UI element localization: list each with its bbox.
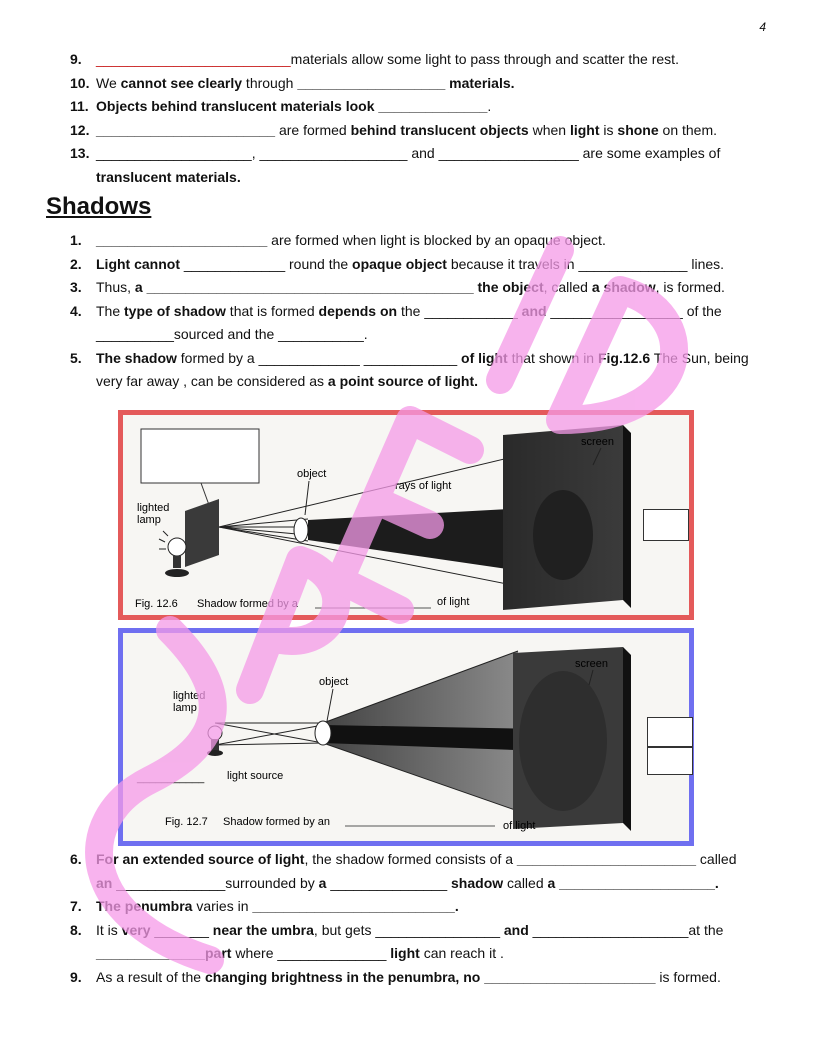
question-text: type of shadow [124,302,226,319]
question-text: _________________ of the __________sourced and the ___________. [96,302,722,342]
question-text: behind translucent objects [350,121,529,138]
question-number: 8. [70,921,82,938]
question-text: , is formed. [655,279,725,295]
object-label: object [319,676,349,688]
question-text: The shadow [96,349,177,366]
caption-text: Shadow formed by an [223,816,331,828]
question-text: light [569,121,600,138]
question-item [70,300,750,347]
figure-12-6-diagram [123,415,689,615]
screen-label: screen [581,436,615,448]
screen-label: screen [575,658,609,670]
caption-number: Fig. 12.6 [135,598,178,610]
lamp-label-2: lamp [137,514,161,526]
question-number: 7. [70,898,82,914]
question-text: , the shadow formed consists of a [304,851,517,867]
question-text: where ______________ [231,945,391,961]
question-text: formed by a _____________ ____________ [176,349,462,366]
question-text: ____________________at the [528,921,724,938]
question-text: of light [461,349,508,366]
shadows-heading: Shadows [46,193,152,220]
question-text: are formed [275,121,351,138]
question-item [70,72,750,96]
question-text: the ____________ [397,302,522,319]
question-text: that shown in [507,349,598,366]
question-item [70,95,750,119]
question-text: depends on [318,302,398,319]
light-source-blank: ___________ [137,772,205,784]
question-text: on them. [658,121,718,138]
question-item [70,347,750,394]
question-item [70,848,750,895]
question-text: a __________________________________________ the object [134,279,544,295]
question-number: 1. [70,232,82,248]
caption-end: of light [503,820,536,832]
answer-box [141,429,259,483]
object-disc [315,721,331,745]
question-number: 10. [70,74,90,91]
lamp-label-2: lamp [173,702,197,714]
question-text: _______________ [326,874,452,891]
question-text: Light cannot [96,255,180,272]
question-text: _________________________ [96,51,291,67]
question-item [70,142,750,189]
question-item [70,229,750,253]
question-text: materials allow some light to pass through and scatter the rest. [290,51,679,67]
question-item [70,253,750,277]
question-text: and [521,302,547,319]
lamp-label-1: lighted [137,502,170,514]
question-number: 13. [70,145,90,161]
question-text: __________________________. [252,898,459,914]
object-disc [294,518,308,542]
question-text: changing brightness in the penumbra, no [204,968,481,985]
question-text: and [503,921,529,938]
lamp-card [185,499,219,567]
question-number: 3. [70,279,82,295]
question-text: an [96,874,113,891]
light-source-label: light source [227,770,284,782]
question-text: _____________ round the [180,255,353,272]
question-number: 2. [70,255,82,272]
question-text: that is formed [225,302,319,319]
question-text: ______________________ [96,232,268,248]
bulb-icon [159,531,189,577]
question-text: _______________________ [96,121,276,138]
question-text: are formed when light is blocked by an opaque object. [267,232,606,248]
question-item [70,895,750,919]
question-number: 5. [70,349,82,366]
umbra-answer-box [643,509,689,541]
question-text: can reach it . [419,945,504,961]
question-text: shadow [451,874,504,891]
question-text: light [390,945,420,961]
page-number: 4 [759,20,766,34]
object-label: object [297,468,327,480]
caption-text: Shadow formed by a [197,598,298,610]
umbra-answer-box [647,717,693,747]
penumbra-answer-box [647,747,693,775]
question-item [70,966,750,990]
question-text: opaque object [352,255,447,272]
question-text: Thus, [96,279,135,295]
question-text: translucent materials. [96,168,241,185]
question-text: Objects behind translucent materials look ______________ [96,98,488,114]
question-text: called [696,851,737,867]
question-text: , but gets ________________ [313,921,504,938]
question-text: _______________________ [516,851,697,867]
question-text: _______ [150,921,213,938]
bulb-icon [207,726,223,756]
question-text: very [121,921,151,938]
question-text: As a result of the [96,968,205,985]
question-text: It is [96,921,122,938]
question-number: 9. [70,968,82,985]
question-text: a [318,874,327,891]
question-text: called [503,874,548,891]
lamp-label-1: lighted [173,690,206,702]
question-text: . [487,98,492,114]
question-item [70,276,750,300]
question-text: ______________________ [480,968,656,985]
question-text: The Sun, being very far away , can be considered as [96,349,749,389]
question-text: For an extended source of light [96,851,305,867]
question-number: 12. [70,121,90,138]
question-text: The penumbra [96,898,193,914]
penumbra-questions-list [70,848,750,989]
question-text: because it travels in ______________ lines. [446,255,725,272]
question-text: ____________________, ___________________ and __________________ are some examples of [96,145,721,161]
question-text: , called [543,279,592,295]
question-text: is [599,121,618,138]
caption-end: of light [437,596,470,608]
translucent-questions-list [70,48,750,189]
question-number: 9. [70,51,82,67]
question-text: when [528,121,570,138]
question-item [70,919,750,966]
figure-12-7 [118,628,694,846]
question-text: We [96,74,121,91]
question-text: ______________part [96,945,232,961]
question-item [70,48,750,72]
question-text: is formed. [655,968,721,985]
question-number: 11. [70,98,89,114]
question-item [70,119,750,143]
question-text: The [96,302,125,319]
question-text: varies in [192,898,253,914]
caption-number: Fig. 12.7 [165,816,208,828]
shadows-questions-list [70,229,750,394]
question-text: a shadow [591,279,656,295]
rays-label: rays of light [395,480,452,492]
question-text: ___________________ materials. [297,74,515,91]
question-text: near the umbra [212,921,314,938]
figure-12-7-diagram [123,633,689,841]
question-text: ______________surrounded by [112,874,319,891]
question-text: Fig.12.6 [597,349,651,366]
question-text: a ____________________. [547,874,719,891]
question-text: a point source of light. [327,373,479,389]
question-number: 4. [70,302,82,319]
question-text: shone [617,121,659,138]
question-number: 6. [70,851,82,867]
question-text: through [242,74,298,91]
question-text: cannot see clearly [120,74,243,91]
figure-12-6 [118,410,694,620]
